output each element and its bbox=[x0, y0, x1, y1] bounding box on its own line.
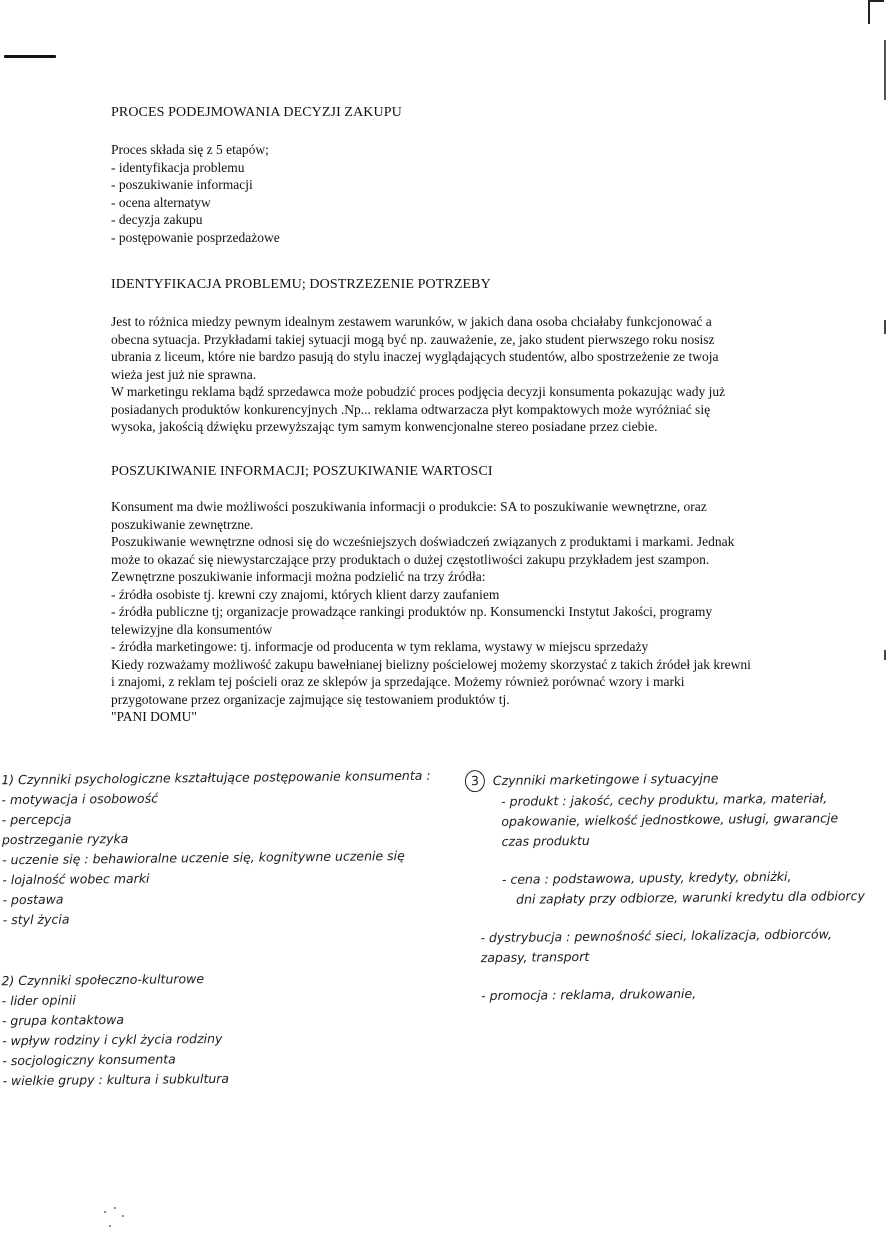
handwritten-heading: 2) Czynniki społeczno-kulturowe bbox=[1, 971, 205, 989]
section-heading: POSZUKIWANIE INFORMACJI; POSZUKIWANIE WARTOSCI bbox=[111, 464, 493, 479]
scan-specks bbox=[100, 1205, 140, 1235]
handwritten-item: - promocja : reklama, drukowanie, bbox=[481, 985, 697, 1004]
handwritten-block-marketing bbox=[465, 766, 891, 1006]
scan-edge-mark bbox=[884, 320, 886, 334]
handwritten-item: - styl życia bbox=[2, 911, 70, 928]
stage-list bbox=[111, 159, 751, 247]
handwritten-item: - wielkie grupy : kultura i subkultura bbox=[2, 1070, 230, 1089]
handwritten-block-sociocultural bbox=[1, 969, 229, 1091]
section-heading: IDENTYFIKACJA PROBLEMU; DOSTRZEZENIE POTRZEBY bbox=[111, 277, 491, 292]
handwritten-item: - motywacja i osobowość bbox=[1, 790, 159, 808]
handwritten-item: dni zapłaty przy odbiorze, warunki kredytu dla odbiorcy bbox=[516, 888, 866, 907]
handwritten-item: - lojalność wobec marki bbox=[2, 870, 150, 888]
stage-item: - postępowanie posprzedażowe bbox=[111, 229, 280, 245]
paragraph: "PANI DOMU" bbox=[111, 709, 197, 724]
handwritten-heading: 3 Czynniki marketingowe i sytuacyjne bbox=[465, 766, 891, 792]
paragraph: Poszukiwanie wewnętrzne odnosi się do wcześniejszych doświadczeń związanych z produktami i markami. Jednak może to okazać się niewystarczające przy produktach o dużej częstotliwości zakupu przykładem jest szampon. bbox=[111, 534, 735, 567]
handwritten-item: - produkt : jakość, cechy produktu, marka, materiał, opakowanie, wielkość jednostkowe, usługi, gwarancje bbox=[501, 790, 839, 829]
handwritten-marker: 2) bbox=[1, 973, 15, 989]
paragraph: Kiedy rozważamy możliwość zakupu bawełnianej bielizny pościelowej możemy skorzystać z takich źródeł jak krewni i znajomi, z reklam tej pościeli oraz ze sklepów ja sprzedające. Możemy również porównać wzory i marki przygotowane przez organizacje zajmujące się testowaniem produktów tj. bbox=[111, 656, 751, 707]
stage-item: - ocena alternatyw bbox=[111, 194, 211, 210]
stage-item: - decyzja zakupu bbox=[111, 212, 203, 227]
handwritten-item: - uczenie się : behawioralne uczenie się, kognitywne uczenie się bbox=[2, 848, 405, 868]
paragraph: - źródła publiczne tj; organizacje prowadzące rankingi produktów np. Konsumencki Instytut Jakości, programy telewizyjne dla konsumentów bbox=[111, 604, 713, 637]
stage-item: - poszukiwanie informacji bbox=[111, 177, 253, 192]
handwritten-marker: 1) bbox=[1, 772, 15, 788]
handwritten-item: - lider opinii bbox=[1, 992, 76, 1009]
handwritten-item: - cena : podstawowa, upusty, kredyty, obniżki, bbox=[501, 868, 792, 887]
document-title: PROCES PODEJMOWANIA DECYZJI ZAKUPU bbox=[111, 105, 402, 120]
handwritten-item: - wpływ rodziny i cykl życia rodziny bbox=[2, 1030, 223, 1049]
handwritten-item: - grupa kontaktowa bbox=[1, 1011, 125, 1029]
section-body bbox=[111, 498, 751, 726]
paragraph: - źródła marketingowe: tj. informacje od producenta w tym reklama, wystawy w miejscu sprzedaży bbox=[111, 639, 649, 654]
scan-edge-mark bbox=[884, 40, 886, 100]
handwritten-marker: 3 bbox=[465, 770, 485, 792]
paragraph: Jest to różnica miedzy pewnym idealnym zestawem warunków, w jakich dana osoba chciałaby funkcjonować a obecna sytuacja. Przykładami takiej sytuacji mogą być np. zauważenie, ze, jako student pierwszego roku nosisz ubrania z liceum, które nie bardzo pasują do stylu inaczej wyglądających studentów, albo spostrzeżenie ze twoja wieża jest już nie sprawna. bbox=[111, 314, 719, 382]
paragraph: Zewnętrzne poszukiwanie informacji można podzielić na trzy źródła: bbox=[111, 569, 486, 584]
paragraph: - źródła osobiste tj. krewni czy znajomi, których klient darzy zaufaniem bbox=[111, 586, 500, 602]
handwritten-item: postrzeganie ryzyka bbox=[1, 830, 129, 848]
handwritten-item: - percepcja bbox=[1, 811, 72, 828]
handwritten-heading: 1) Czynniki psychologiczne kształtujące postępowanie konsumenta : bbox=[1, 767, 431, 788]
handwritten-item: - socjologiczny konsumenta bbox=[2, 1051, 176, 1069]
handwritten-block-psychological bbox=[1, 766, 432, 930]
handwritten-item: czas produktu bbox=[501, 832, 590, 849]
paragraph: Konsument ma dwie możliwości poszukiwania informacji o produkcie: SA to poszukiwanie wewnętrzne, oraz poszukiwanie zewnętrzne. bbox=[111, 499, 707, 532]
scan-corner-mark bbox=[868, 0, 884, 24]
scan-edge-mark bbox=[884, 650, 886, 660]
scan-dash-mark bbox=[4, 55, 56, 58]
paragraph: W marketingu reklama bądź sprzedawca może pobudzić proces podjęcia decyzji konsumenta pokazując wady już posiadanych produktów konkurencyjnych .Np... reklama odtwarzacza płyt kompaktowych może wyróżniać się wysoka, jakością dźwięku przewyższając tym samym konwencjonalne stereo posiadane przez ciebie. bbox=[111, 384, 726, 434]
intro-line: Proces składa się z 5 etapów; bbox=[111, 142, 269, 157]
handwritten-item: - dystrybucja : pewnośność sieci, lokalizacja, odbiorców, zapasy, transport bbox=[480, 926, 833, 966]
stage-item: - identyfikacja problemu bbox=[111, 159, 245, 175]
intro-section bbox=[111, 141, 751, 246]
handwritten-item: - postawa bbox=[2, 891, 64, 908]
section-body bbox=[111, 313, 751, 436]
